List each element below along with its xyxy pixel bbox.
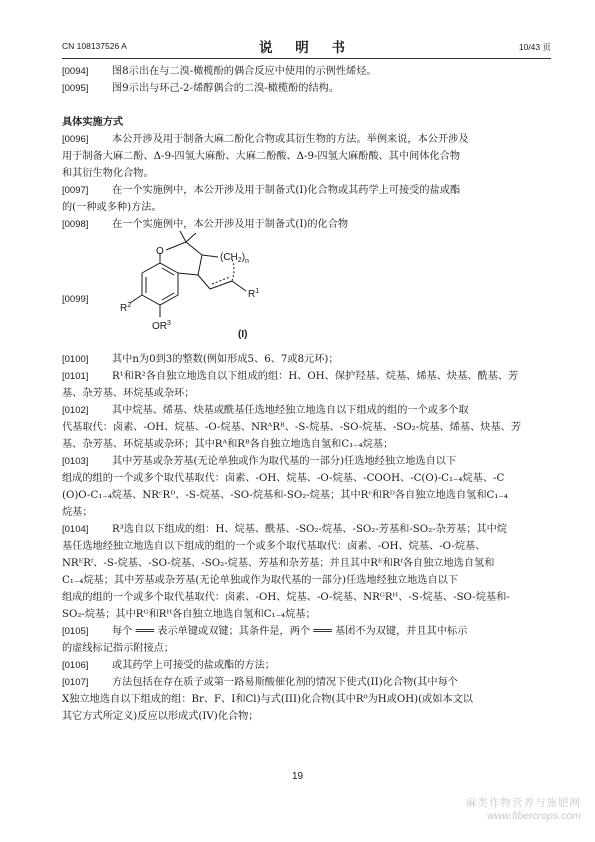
aromatic-double-bond [162, 268, 174, 275]
paragraph-line: 组成的组的一个或多个取代基取代：卤素、-OH、烷基、-O-烷基、-COOH、-C(O)-C₁₋₄烷基、-C [62, 473, 505, 484]
paragraph-text: 图8示出在与二溴-橄榄酚的偶合反应中使用的示例性烯烃。 [112, 66, 377, 77]
ch2-bond [202, 255, 218, 257]
paragraph-line: 烷基； [62, 507, 93, 518]
chemical-structure-formula-i [122, 233, 312, 351]
paragraph-line: 用于制备大麻二酚、Δ-9-四氢大麻酚、大麻二酚酸、Δ-9-四氢大麻酚酸、其中间体化合物 [62, 151, 461, 162]
paragraph-line: 在一个实施例中，本公开涉及用于制备式(I)化合物或其药学上可接受的盐或酯 [112, 185, 461, 196]
header-rule [62, 58, 551, 59]
paragraph-0095 [62, 80, 552, 97]
chain-bond [232, 281, 246, 291]
paragraph-line: (O)O-C₁₋₄烷基、NRᶜRᴰ、-S-烷基、-SO-烷基和-SO₂-烷基；其中Rᶜ和Rᴰ各自独立地选自氢和C₁₋₄ [62, 490, 508, 501]
paragraph-text: 图9示出与环己-2-烯醇偶合的二溴-橄榄酚的结构。 [112, 83, 340, 94]
paragraph-0107 [62, 674, 552, 725]
paragraph-number: [0098] [62, 219, 89, 230]
paragraph-number: [0103] [62, 456, 89, 467]
paragraph-0106 [62, 657, 552, 674]
methyl-bond [180, 231, 186, 242]
paragraph-line: 本公开涉及用于制备大麻二酚化合物或其衍生物的方法。举例来说，本公开涉及 [112, 134, 469, 145]
paragraph-0100 [62, 351, 552, 368]
paragraph-line: 的虚线标记指示附接点； [62, 643, 175, 654]
paragraph-0094 [62, 63, 552, 80]
chain-bond [210, 281, 232, 289]
paragraph-number: [0104] [62, 524, 89, 535]
paragraph-line: 基任选地经独立地选自以下组成的组的一个或多个取代基取代：卤素、-OH、烷基、-O-烷基、 [62, 541, 486, 552]
paragraph-line: R³选自以下组成的组：H、烷基、酰基、-SO₂-烷基、-SO₂-芳基和-SO₂-杂芳基；其中烷 [112, 524, 507, 535]
ring-bond [198, 255, 202, 275]
paragraph-0096 [62, 131, 552, 182]
paragraph-0098 [62, 216, 552, 233]
ring-oxygen-label: O [156, 246, 164, 257]
paragraph-line: 组成的组的一个或多个取代基取代：卤素、-OH、烷基、-O-烷基、NRᴳRᴴ、-S-烷基、-SO-烷基和- [62, 592, 510, 603]
ring-bond [166, 242, 186, 250]
paragraph-0101 [62, 368, 552, 402]
patent-number: CN 108137526 A [62, 41, 127, 51]
paragraph-0099 [62, 233, 552, 351]
paragraph-line: 代基取代：卤素、-OH、烷基、-O-烷基、NRᴬRᴮ、-S-烷基、-SO-烷基、-SO₂-烷基、烯基、炔基、芳 [62, 422, 522, 433]
paragraph-number: [0096] [62, 134, 89, 145]
paragraph-number: [0095] [62, 83, 89, 94]
page-indicator: 10/43 页 [518, 42, 551, 52]
paragraph-number: [0100] [62, 354, 89, 365]
paragraph-line: 其中芳基或杂芳基(无论单独或作为取代基的一部分)任选地经独立地选自以下 [112, 456, 457, 467]
paragraph-number: [0102] [62, 405, 89, 416]
paragraph-line: 每个 ═══ 表示单键或双键；其条件是，两个 ═══ 基团不为双键，并且其中标示 [112, 626, 468, 637]
paragraph-0102 [62, 402, 552, 453]
methyl-bond [186, 233, 196, 242]
paragraph-number: [0094] [62, 66, 89, 77]
paragraph-line: 基、杂芳基、环烷基或杂环；其中Rᴬ和Rᴮ各自独立地选自氢和C₁₋₄烷基； [62, 439, 394, 450]
ch2-label: $(CH_2)_n$ [220, 252, 249, 265]
r2-label: $R^2$ [120, 302, 132, 314]
paragraph-number: [0106] [62, 660, 89, 671]
aromatic-ring [142, 263, 178, 305]
paragraph-0103 [62, 453, 552, 521]
document-title: 说 明 书 [259, 40, 354, 56]
paragraph-line: C₁₋₄烷基；其中芳基或杂芳基(无论单独或作为取代基的一部分)任选地经独立地选自以下 [62, 575, 459, 586]
chain-bond [198, 275, 210, 289]
paragraph-line: NRᴱRᶠ、-S-烷基、-SO-烷基、-SO₂-烷基、芳基和杂芳基；并且其中Rᴱ和Rᶠ各自独立地选自氢和 [62, 558, 495, 569]
paragraph-number: [0105] [62, 626, 89, 637]
paragraph-line: 在一个实施例中，本公开涉及用于制备式(I)的化合物 [112, 219, 349, 230]
aromatic-double-bond [162, 293, 174, 300]
paragraph-number: [0099] [62, 294, 89, 305]
or3-label: $OR^3$ [152, 320, 171, 332]
page-header [62, 36, 551, 56]
paragraph-line: 方法包括在存在质子或第一路易斯酸催化剂的情况下使式(II)化合物(其中每个 [112, 677, 458, 688]
paragraph-number: [0101] [62, 371, 89, 382]
document-body [62, 63, 552, 725]
paragraph-line: 和其衍生物化合物。 [62, 168, 154, 179]
paragraph-line: R¹和R²各自独立地选自以下组成的组：H、OH、保护羟基、烷基、烯基、炔基、酰基、芳 [112, 371, 519, 382]
watermark-title: 麻类作物营养与施肥网 [466, 797, 581, 809]
ring-bond [178, 273, 198, 275]
paragraph-0105 [62, 623, 552, 657]
paragraph-line: SO₂-烷基；其中Rᴳ和Rᴴ各自独立地选自氢和C₁₋₄烷基； [62, 609, 316, 620]
paragraph-0097 [62, 182, 552, 216]
paragraph-line: X独立地选自以下组成的组：Br、F、I和Cl)与式(III)化合物(其中R⁰为H或OH)(或如本文以 [62, 694, 473, 705]
page-number: 19 [291, 771, 304, 782]
ring-bond [186, 242, 202, 255]
structure-bonds [130, 231, 246, 317]
paragraph-line: 其中n为0到3的整数(例如形成5、6、7或8元环)； [112, 354, 339, 365]
paragraph-line: 或其药学上可接受的盐或酯的方法； [112, 660, 275, 671]
paragraph-number: [0107] [62, 677, 89, 688]
paragraph-number: [0097] [62, 185, 89, 196]
section-heading: 具体实施方式 [62, 116, 124, 128]
paragraph-line: 基、杂芳基、环烷基或杂环； [62, 388, 195, 399]
watermark-url: www.fibercrops.com [487, 810, 581, 822]
paragraph-line: 其中烷基、烯基、炔基或酰基任选地经独立地选自以下组成的组的一个或多个取 [112, 405, 469, 416]
watermark [466, 795, 581, 822]
paragraph-line: 其它方式所定义)反应以形成式(IV)化合物； [62, 711, 259, 722]
r2-bond [130, 295, 142, 303]
paragraph-line: 的(一种或多种)方法。 [62, 202, 162, 213]
paragraph-0104 [62, 521, 552, 623]
r1-label: $R^1$ [248, 288, 260, 300]
formula-label: (I) [238, 329, 248, 340]
